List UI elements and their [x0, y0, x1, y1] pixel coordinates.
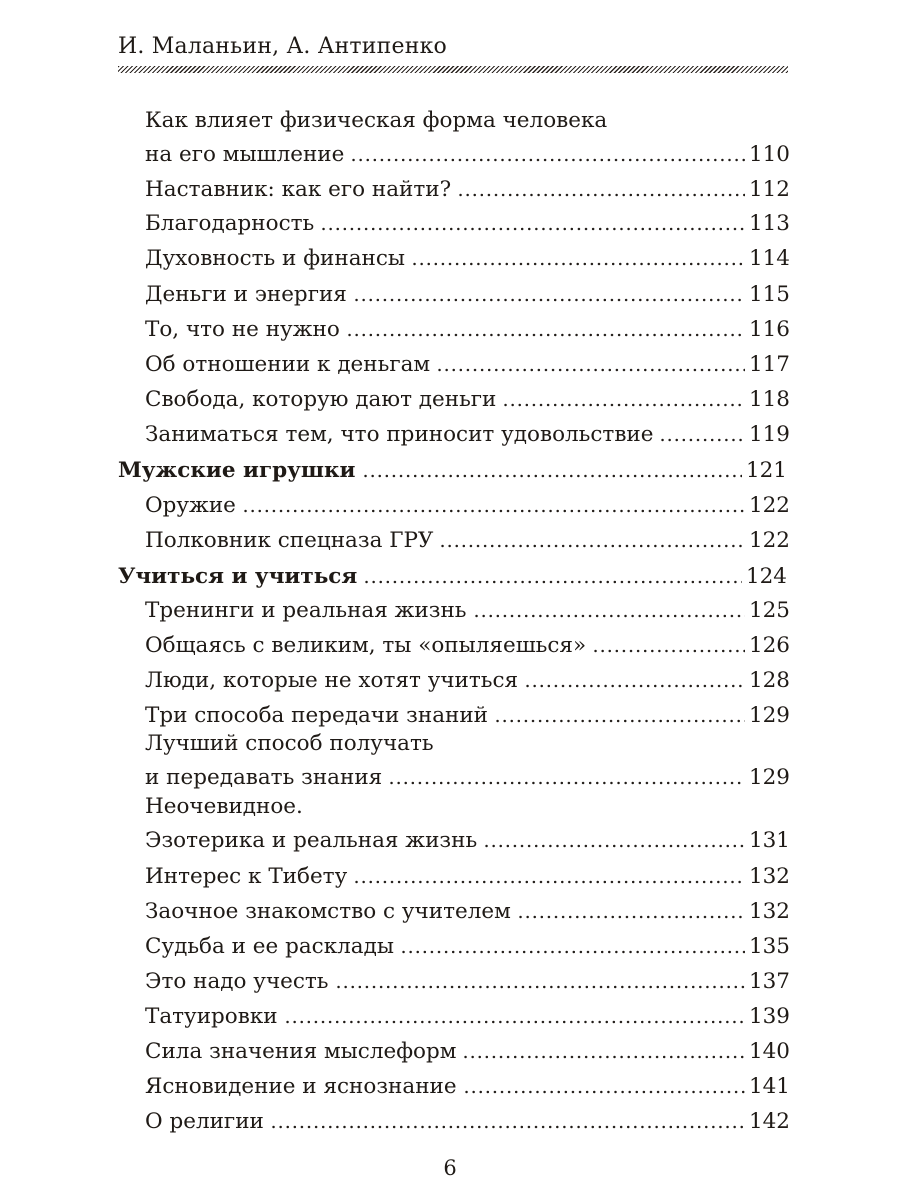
toc-entry-page: 131	[748, 828, 790, 853]
dot-leader	[463, 1089, 745, 1095]
toc-entry	[145, 632, 790, 660]
toc-entry-title: Заочное знакомство с учителем	[145, 899, 511, 924]
dot-leader	[284, 1019, 745, 1025]
toc-entry	[145, 1003, 790, 1031]
toc-entry-title: Деньги и энергия	[145, 282, 347, 307]
dot-leader	[462, 1054, 744, 1060]
toc-entry	[145, 1108, 790, 1136]
toc-chapter-title: Мужские игрушки	[118, 458, 356, 483]
toc-entry	[145, 898, 790, 926]
toc-entry	[145, 863, 790, 891]
toc-entry	[145, 933, 790, 961]
dot-leader	[411, 261, 745, 267]
toc-entry-page: 125	[748, 598, 790, 623]
running-header: И. Маланьин, А. Антипенко	[118, 34, 448, 59]
toc-entry	[145, 527, 790, 555]
dot-leader	[659, 437, 744, 443]
toc-entry-title: и передавать знания	[145, 765, 383, 790]
dot-leader	[353, 297, 745, 303]
dot-leader	[436, 367, 745, 373]
toc-entry-page: 119	[748, 422, 790, 447]
toc-entry-page: 113	[748, 211, 790, 236]
toc-entry-title: Это надо учесть	[145, 969, 329, 994]
dot-leader	[517, 914, 745, 920]
toc-entry-title: на его мышление	[145, 142, 345, 167]
dot-leader	[457, 192, 745, 198]
toc-entry	[145, 1073, 790, 1101]
toc-entry-title-line1: Лучший способ получать	[145, 731, 434, 756]
toc-entry-title: Оружие	[145, 493, 236, 518]
dot-leader	[473, 613, 745, 619]
toc-entry	[145, 108, 790, 169]
toc-entry-title: Интерес к Тибету	[145, 864, 348, 889]
toc-entry-title: Татуировки	[145, 1004, 278, 1029]
toc-entry-title-line1: Неочевидное.	[145, 794, 303, 819]
toc-entry-page: 110	[748, 142, 790, 167]
toc-chapter-title: Учиться и учиться	[118, 564, 358, 589]
toc-entry-page: 116	[748, 317, 790, 342]
dot-leader	[353, 879, 745, 885]
dot-leader	[242, 508, 745, 514]
dot-leader	[439, 543, 744, 549]
toc-entry-page: 141	[748, 1074, 790, 1099]
dot-leader	[363, 579, 742, 585]
toc-entry-page: 117	[748, 352, 790, 377]
toc-entry-title: Духовность и финансы	[145, 246, 406, 271]
toc-entry	[145, 667, 790, 695]
toc-entry-title: То, что не нужно	[145, 317, 340, 342]
toc-chapter-page: 124	[745, 564, 787, 589]
toc-entry-page: 122	[748, 493, 790, 518]
dot-leader	[592, 648, 745, 654]
toc-entry	[145, 281, 790, 309]
toc-chapter	[118, 563, 787, 591]
toc-entry-page: 112	[748, 177, 790, 202]
toc-entry-page: 126	[748, 633, 790, 658]
toc-entry-page: 135	[748, 934, 790, 959]
toc-entry	[145, 731, 790, 792]
toc-entry-title: Благодарность	[145, 211, 315, 236]
toc-entry	[145, 1038, 790, 1066]
toc-entry	[145, 176, 790, 204]
toc-entry-page: 128	[748, 668, 790, 693]
toc-entry-page: 137	[748, 969, 790, 994]
toc-entry-page: 114	[748, 246, 790, 271]
toc-entry-title: Ясновидение и яснознание	[145, 1074, 457, 1099]
toc-entry	[145, 316, 790, 344]
toc-entry	[145, 245, 790, 273]
dot-leader	[350, 157, 745, 163]
toc-entry-title: Об отношении к деньгам	[145, 352, 431, 377]
dot-leader	[494, 718, 745, 724]
dot-leader	[502, 402, 745, 408]
toc-entry-title: Свобода, которую дают деньги	[145, 387, 497, 412]
toc-entry-title-line1: Как влияет физическая форма человека	[145, 108, 608, 133]
toc-entry-title: Общаясь с великим, ты «опыляешься»	[145, 633, 587, 658]
toc-entry-page: 118	[748, 387, 790, 412]
toc-entry-title: Заниматься тем, что приносит удовольствие	[145, 422, 654, 447]
toc-entry	[145, 351, 790, 379]
dot-leader	[270, 1124, 745, 1130]
dot-leader	[388, 780, 745, 786]
toc-entry-title: Люди, которые не хотят учиться	[145, 668, 519, 693]
toc-entry-page: 122	[748, 528, 790, 553]
toc-entry-page: 115	[748, 282, 790, 307]
toc-entry	[145, 386, 790, 414]
dot-leader	[320, 226, 745, 232]
toc-entry-title: Сила значения мыслеформ	[145, 1039, 457, 1064]
toc-chapter	[118, 457, 787, 485]
dot-leader	[362, 473, 742, 479]
toc-entry-title: Эзотерика и реальная жизнь	[145, 828, 478, 853]
dot-leader	[346, 332, 745, 338]
toc-entry	[145, 597, 790, 625]
toc-entry-page: 132	[748, 899, 790, 924]
toc-entry-title: Наставник: как его найти?	[145, 177, 452, 202]
toc-entry-title: Полковник спецназа ГРУ	[145, 528, 434, 553]
page-number: 6	[443, 1156, 457, 1180]
toc-entry-page: 132	[748, 864, 790, 889]
toc-entry	[145, 968, 790, 996]
dot-leader	[524, 683, 745, 689]
toc-entry	[145, 210, 790, 238]
toc-entry	[145, 492, 790, 520]
toc-entry-page: 129	[748, 703, 790, 728]
dot-leader	[483, 843, 745, 849]
dot-leader	[400, 949, 745, 955]
toc-entry-page: 139	[748, 1004, 790, 1029]
dot-leader	[335, 984, 745, 990]
toc-entry-title: О религии	[145, 1109, 264, 1134]
toc-entry	[145, 794, 790, 855]
toc-entry	[145, 702, 790, 730]
toc-entry-title: Тренинги и реальная жизнь	[145, 598, 467, 623]
toc-entry	[145, 421, 790, 449]
toc-entry-page: 129	[748, 765, 790, 790]
toc-entry-title: Судьба и ее расклады	[145, 934, 394, 959]
toc-entry-title: Три способа передачи знаний	[145, 703, 489, 728]
toc-chapter-page: 121	[745, 458, 787, 483]
toc-entry-page: 140	[748, 1039, 790, 1064]
toc-entry-page: 142	[748, 1109, 790, 1134]
